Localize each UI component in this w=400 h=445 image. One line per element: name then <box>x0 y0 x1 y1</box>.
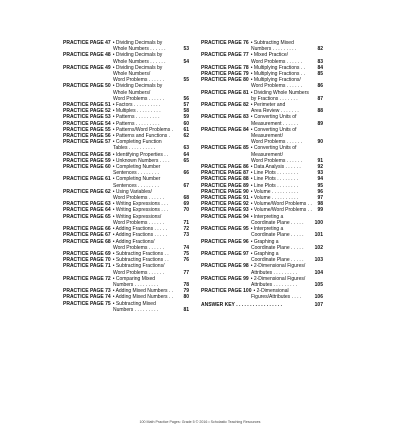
page-number: 102 <box>314 244 323 251</box>
topic-text: Measurement/ <box>251 133 283 140</box>
page-number: 69 <box>183 201 189 208</box>
topic-text: Word Problems . . . . . . <box>113 77 165 84</box>
page-number: 89 <box>317 120 323 127</box>
practice-page-label: PRACTICE PAGE 53 <box>63 114 111 121</box>
practice-page-label: PRACTICE PAGE 84 <box>201 126 249 133</box>
toc-entry <box>201 77 323 89</box>
practice-page-label: PRACTICE PAGE 90 <box>201 188 249 195</box>
practice-page-label: PRACTICE PAGE 60 <box>63 164 111 171</box>
topic-text: • Patterns and Functions . <box>112 133 171 140</box>
topic-text: Sentences . . . . . . . . <box>113 182 159 189</box>
topic-text: • Data Analysis . . . . . . <box>250 164 301 171</box>
practice-page-label: PRACTICE PAGE 58 <box>63 151 111 158</box>
toc-entry <box>201 40 323 52</box>
practice-page-label: PRACTICE PAGE 81 <box>201 89 249 96</box>
practice-page-label: PRACTICE PAGE 97 <box>201 250 249 257</box>
topic-text: Word Problems . . . . . . <box>251 83 303 90</box>
topic-text: • Dividing Decimals by <box>112 83 163 90</box>
toc-entries-right <box>201 40 323 301</box>
topic-text: Attributes . . . . . . . . . <box>251 269 298 276</box>
practice-page-label: PRACTICE PAGE 69 <box>63 250 111 257</box>
topic-text: • Multiplying Fractions . . <box>250 71 305 78</box>
page-number: 64 <box>183 151 189 158</box>
page-number: 97 <box>317 195 323 202</box>
practice-page-label: PRACTICE PAGE 54 <box>63 120 111 127</box>
page-number: 70 <box>183 207 189 214</box>
page-number: 83 <box>317 58 323 65</box>
topic-text: Whole Numbers . . . . . . <box>113 46 166 53</box>
practice-page-label: PRACTICE PAGE 77 <box>201 52 249 59</box>
topic-text: Word Problems . . . . . . <box>113 219 165 226</box>
toc-entry <box>201 214 323 226</box>
toc-entry <box>63 139 189 151</box>
topic-text: • Writing Expressions/ <box>112 213 162 220</box>
toc-entry <box>63 176 189 188</box>
page-number: 92 <box>317 164 323 171</box>
page-number: 72 <box>183 226 189 233</box>
toc-entry <box>63 189 189 201</box>
toc-entry <box>201 145 323 164</box>
topic-text: • Multiplying Fractions . . <box>250 64 305 71</box>
page-number: 105 <box>314 281 323 288</box>
practice-page-label: PRACTICE PAGE 88 <box>201 176 249 183</box>
topic-text: • Unknown Numbers . . . . <box>112 157 170 164</box>
topic-text: • Factors . . . . . . . . . . <box>112 102 161 109</box>
topic-text: • Patterns/Word Problems . <box>112 126 173 133</box>
topic-text: • Line Plots . . . . . . . . <box>250 176 299 183</box>
topic-text: • Adding Mixed Numbers . . <box>112 288 174 295</box>
page-number: 90 <box>317 139 323 146</box>
practice-page-label: PRACTICE PAGE 56 <box>63 133 111 140</box>
answer-key-page-number: 107 <box>314 301 323 308</box>
topic-text: • Dividing Decimals by <box>112 64 163 71</box>
topic-text: Whole Numbers/ <box>113 71 151 78</box>
topic-text: Coordinate Plane . . . . . <box>251 232 304 239</box>
practice-page-label: PRACTICE PAGE 89 <box>201 182 249 189</box>
practice-page-label: PRACTICE PAGE 75 <box>63 300 111 307</box>
practice-page-label: PRACTICE PAGE 76 <box>201 40 249 46</box>
toc-entry <box>63 214 189 226</box>
topic-text: • Perimeter and <box>250 102 286 109</box>
page-number: 75 <box>183 250 189 257</box>
topic-text: • Subtracting Fractions . . <box>112 257 169 264</box>
page-number: 54 <box>183 58 189 65</box>
page-number: 66 <box>183 170 189 177</box>
page-number: 62 <box>183 133 189 140</box>
topic-text: Numbers . . . . . . . . . <box>113 306 159 313</box>
topic-text: • Converting Units of <box>250 126 297 133</box>
page-number: 53 <box>183 46 189 53</box>
topic-text: • Patterns . . . . . . . . . <box>112 114 160 121</box>
page-number: 98 <box>317 201 323 208</box>
page-number: 63 <box>183 145 189 152</box>
topic-text: • Subtracting Mixed <box>112 300 156 307</box>
practice-page-label: PRACTICE PAGE 86 <box>201 164 249 171</box>
practice-page-label: PRACTICE PAGE 68 <box>63 238 111 245</box>
toc-entry <box>201 114 323 126</box>
practice-page-label: PRACTICE PAGE 63 <box>63 201 111 208</box>
page-number: 93 <box>317 170 323 177</box>
practice-page-label: PRACTICE PAGE 79 <box>201 71 249 78</box>
topic-text: Word Problems . . . . . . <box>113 95 165 102</box>
topic-text: • Dividing Decimals by <box>112 52 163 59</box>
toc-entry <box>63 263 189 275</box>
practice-page-label: PRACTICE PAGE 73 <box>63 288 111 295</box>
topic-text: Coordinate Plane . . . . . <box>251 257 304 264</box>
practice-page-label: PRACTICE PAGE 52 <box>63 108 111 115</box>
toc-entry <box>201 226 323 238</box>
topic-text: • Converting Units of <box>250 114 297 121</box>
toc-column-left <box>63 40 189 313</box>
practice-page-label: PRACTICE PAGE 57 <box>63 139 111 146</box>
topic-text: Coordinate Plane . . . . . <box>251 219 304 226</box>
page-number: 88 <box>317 108 323 115</box>
toc-entry <box>63 239 189 251</box>
practice-page-label: PRACTICE PAGE 87 <box>201 170 249 177</box>
toc-entry <box>201 288 323 300</box>
practice-page-label: PRACTICE PAGE 67 <box>63 232 111 239</box>
practice-page-label: PRACTICE PAGE 50 <box>63 83 111 90</box>
topic-text: • Adding Fractions . . . . . <box>112 226 167 233</box>
topic-text: Coordinate Plane . . . . . <box>251 244 304 251</box>
topic-text: • Dividing Whole Numbers <box>250 89 309 96</box>
practice-page-label: PRACTICE PAGE 93 <box>201 207 249 214</box>
toc-entry <box>201 239 323 251</box>
topic-text: Whole Numbers . . . . . . <box>113 58 166 65</box>
practice-page-label: PRACTICE PAGE 65 <box>63 213 111 220</box>
page-number: 82 <box>317 46 323 53</box>
page-number: 60 <box>183 120 189 127</box>
page-number: 100 <box>314 219 323 226</box>
practice-page-label: PRACTICE PAGE 94 <box>201 213 249 220</box>
topic-text: • Adding Fractions . . . . . <box>112 232 167 239</box>
topic-text: • Completing Number <box>112 176 161 183</box>
topic-text: • 2-Dimensional <box>253 288 289 295</box>
page-footer: 100 Math Practice Pages: Grade 5 © 2016 • Scholastic Teaching Resources <box>139 420 261 424</box>
practice-page-label: PRACTICE PAGE 78 <box>201 64 249 71</box>
page-number: 91 <box>317 157 323 164</box>
page-number: 56 <box>183 95 189 102</box>
topic-text: • Using Variables/ <box>112 188 152 195</box>
topic-text: Area Review . . . . . . . <box>251 108 299 115</box>
page-number: 104 <box>314 269 323 276</box>
practice-page-label: PRACTICE PAGE 72 <box>63 275 111 282</box>
toc-entry <box>63 276 189 288</box>
page-number: 68 <box>183 195 189 202</box>
practice-page-label: PRACTICE PAGE 96 <box>201 238 249 245</box>
practice-page-label: PRACTICE PAGE 95 <box>201 226 249 233</box>
topic-text: • Graphing a <box>250 250 279 257</box>
practice-page-label: PRACTICE PAGE 83 <box>201 114 249 121</box>
topic-text: Measurement/ <box>251 151 283 158</box>
toc-entry <box>201 251 323 263</box>
topic-text: • Subtracting Fractions . . <box>112 250 169 257</box>
page-number: 78 <box>183 281 189 288</box>
page-number: 94 <box>317 176 323 183</box>
practice-page-label: PRACTICE PAGE 98 <box>201 263 249 270</box>
practice-page-label: PRACTICE PAGE 49 <box>63 64 111 71</box>
practice-page-label: PRACTICE PAGE 70 <box>63 257 111 264</box>
topic-text: Tables . . . . . . . . . . <box>113 145 156 152</box>
topic-text: • Patterns . . . . . . . . . <box>112 120 160 127</box>
toc-column-right <box>201 40 323 308</box>
topic-text: • Comparing Mixed <box>112 275 156 282</box>
practice-page-label: PRACTICE PAGE 48 <box>63 52 111 59</box>
page-number: 86 <box>317 83 323 90</box>
toc-entry-line <box>201 294 323 300</box>
topic-text: • Volume . . . . . . . . . . <box>250 188 299 195</box>
topic-text: • Dividing Decimals by <box>112 40 163 46</box>
topic-text: Sentences . . . . . . . . <box>113 170 159 177</box>
toc-entry <box>63 65 189 84</box>
practice-page-label: PRACTICE PAGE 92 <box>201 201 249 208</box>
practice-page-label: PRACTICE PAGE 62 <box>63 188 111 195</box>
topic-text: Word Problems . . . . . . <box>113 244 165 251</box>
toc-entry <box>201 127 323 146</box>
topic-text: • Identifying Properties . . <box>112 151 169 158</box>
topic-text: • Volume . . . . . . . . . . <box>250 195 299 202</box>
topic-text: by Fractions . . . . . . . <box>251 95 298 102</box>
page-number: 55 <box>183 77 189 84</box>
topic-text: Attributes . . . . . . . . . <box>251 281 298 288</box>
toc-entry <box>63 40 189 52</box>
practice-page-label: PRACTICE PAGE 55 <box>63 126 111 133</box>
topic-text: Word Problems . . . . . . <box>251 58 303 65</box>
page-number: 65 <box>183 157 189 164</box>
page-number: 96 <box>317 188 323 195</box>
topic-text: • Mixed Practice/ <box>250 52 289 59</box>
toc-entry <box>201 263 323 275</box>
topic-text: • 2-Dimensional Figures/ <box>250 263 306 270</box>
topic-text: • Completing Number <box>112 164 161 171</box>
topic-text: • 2-Dimensional Figures/ <box>250 275 306 282</box>
page-number: 57 <box>183 102 189 109</box>
page-number: 106 <box>314 294 323 301</box>
practice-page-label: PRACTICE PAGE 47 <box>63 40 111 46</box>
answer-key-entry <box>201 302 323 308</box>
page-number: 99 <box>317 207 323 214</box>
practice-page-label: PRACTICE PAGE 100 <box>201 288 252 295</box>
toc-entry <box>63 52 189 64</box>
practice-page-label: PRACTICE PAGE 71 <box>63 263 111 270</box>
topic-text: • Interpreting a <box>250 226 284 233</box>
page-number: 76 <box>183 257 189 264</box>
page-number: 77 <box>183 269 189 276</box>
toc-entry <box>201 90 323 102</box>
topic-text: • Graphing a <box>250 238 279 245</box>
topic-text: • Writing Expressions . . . <box>112 201 169 208</box>
topic-text: • Line Plots . . . . . . . . <box>250 170 299 177</box>
topic-text: • Subtracting Mixed <box>250 40 294 46</box>
page-number: 81 <box>183 306 189 313</box>
topic-text: • Line Plots . . . . . . . . <box>250 182 299 189</box>
toc-entry <box>63 301 189 313</box>
page-number: 103 <box>314 257 323 264</box>
topic-text: Measurement . . . . . . <box>251 120 299 127</box>
toc-entry-line <box>63 307 189 313</box>
topic-text: • Subtracting Fractions/ <box>112 263 165 270</box>
toc-entry <box>201 102 323 114</box>
topic-text: Figures/Attributes . . . . <box>251 294 302 301</box>
topic-text: • Completing Function <box>112 139 162 146</box>
topic-text: Numbers . . . . . . . . . <box>251 46 297 53</box>
answer-key-label: ANSWER KEY . . . . . . . . . . . . . . . . . <box>201 301 283 308</box>
toc-entry <box>201 52 323 64</box>
topic-text: • Multiplying Fractions/ <box>250 77 301 84</box>
practice-page-label: PRACTICE PAGE 51 <box>63 102 111 109</box>
practice-page-label: PRACTICE PAGE 99 <box>201 275 249 282</box>
practice-page-label: PRACTICE PAGE 64 <box>63 207 111 214</box>
practice-page-label: PRACTICE PAGE 85 <box>201 145 249 152</box>
topic-text: Whole Numbers/ <box>113 89 151 96</box>
topic-text: Word Problems . . . . . . <box>113 195 165 202</box>
page-number: 61 <box>183 126 189 133</box>
topic-text: • Interpreting a <box>250 213 284 220</box>
page-number: 95 <box>317 182 323 189</box>
topic-text: • Adding Mixed Numbers . . <box>112 294 174 301</box>
toc-entry <box>201 276 323 288</box>
practice-page-label: PRACTICE PAGE 61 <box>63 176 111 183</box>
page-number: 73 <box>183 232 189 239</box>
toc-entry <box>63 83 189 102</box>
practice-page-label: PRACTICE PAGE 91 <box>201 195 249 202</box>
topic-text: • Converting Units of <box>250 145 297 152</box>
topic-text: Word Problems . . . . . . <box>251 139 303 146</box>
page-number: 58 <box>183 108 189 115</box>
topic-text: Word Problems . . . . . . <box>251 157 303 164</box>
page-number: 59 <box>183 114 189 121</box>
topic-text: • Multiples . . . . . . . . . <box>112 108 161 115</box>
page-number: 101 <box>314 232 323 239</box>
topic-text: Numbers . . . . . . . . . <box>113 281 159 288</box>
page-number: 84 <box>317 64 323 71</box>
topic-text: • Volume/Word Problems . . <box>250 207 312 214</box>
practice-page-label: PRACTICE PAGE 59 <box>63 157 111 164</box>
page-number: 67 <box>183 182 189 189</box>
page-number: 79 <box>183 288 189 295</box>
topic-text: • Volume/Word Problems . . <box>250 201 312 208</box>
topic-text: • Writing Expressions . . . <box>112 207 169 214</box>
page-number: 87 <box>317 95 323 102</box>
practice-page-label: PRACTICE PAGE 80 <box>201 77 249 84</box>
practice-page-label: PRACTICE PAGE 82 <box>201 102 249 109</box>
page-number: 71 <box>183 219 189 226</box>
topic-text: • Adding Fractions/ <box>112 238 155 245</box>
practice-page-label: PRACTICE PAGE 66 <box>63 226 111 233</box>
topic-text: Word Problems . . . . . . <box>113 269 165 276</box>
page-number: 80 <box>183 294 189 301</box>
toc-entry <box>63 164 189 176</box>
practice-page-label: PRACTICE PAGE 74 <box>63 294 111 301</box>
page-number: 74 <box>183 244 189 251</box>
page-number: 85 <box>317 71 323 78</box>
